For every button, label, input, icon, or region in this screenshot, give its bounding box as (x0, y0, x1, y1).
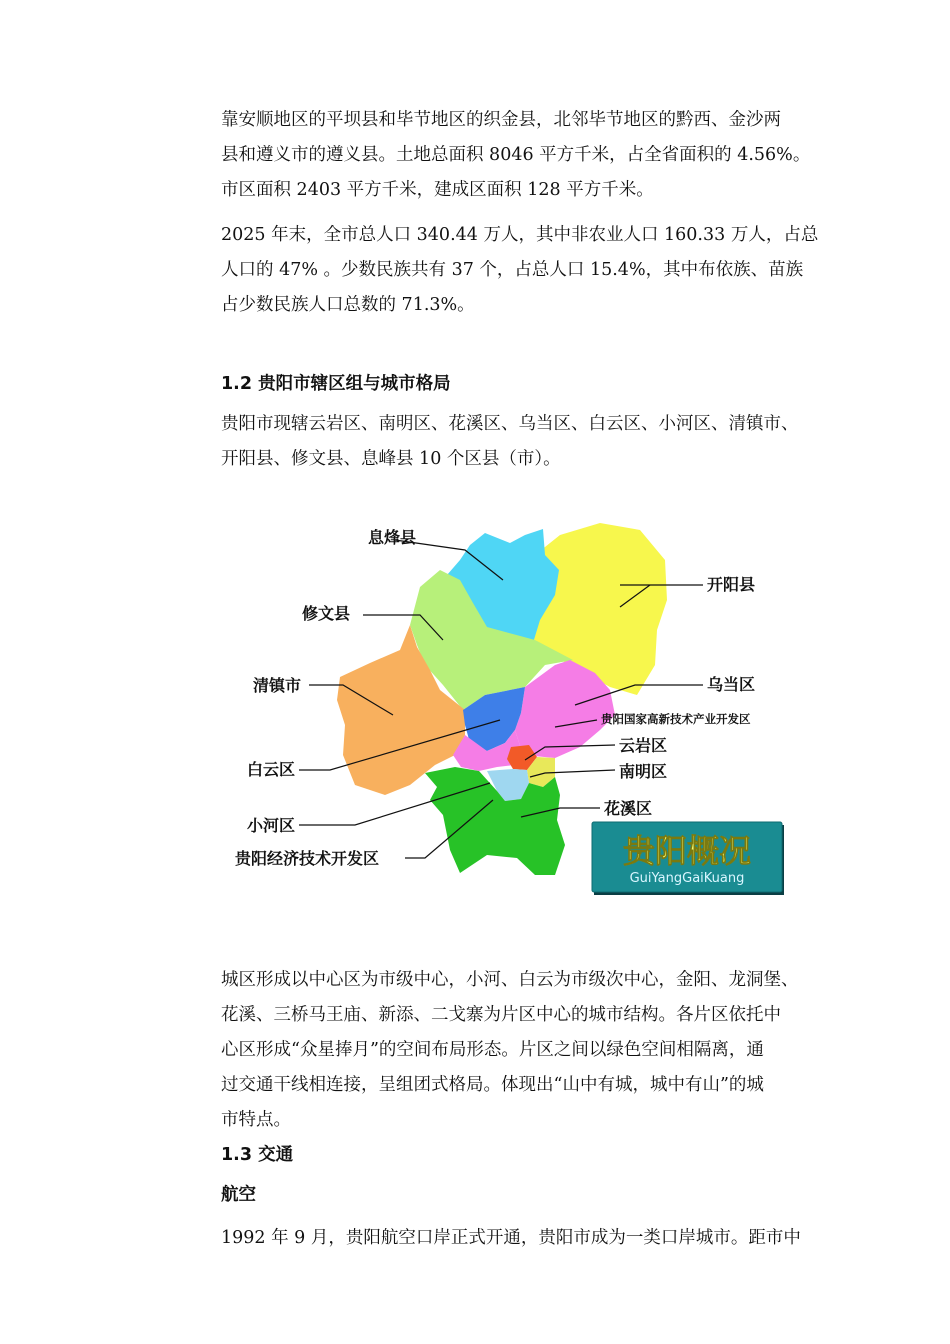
map-label-yunyan: 云岩区 (619, 736, 668, 755)
guiyang-overview-badge (592, 822, 784, 895)
text-line: 1992 年 9 月，贵阳航空口岸正式开通，贵阳市成为一类口岸城市。距市中 (221, 1228, 801, 1248)
map-label-wudang: 乌当区 (707, 675, 756, 694)
text-line: 市区面积 2403 平方千米，建成区面积 128 平方千米。 (221, 180, 654, 200)
map-label-xifeng: 息烽县 (368, 528, 417, 547)
city-structure-paragraph (221, 963, 861, 1138)
map-label-baiyun: 白云区 (247, 760, 296, 779)
text-line: 心区形成“众星捧月”的空间布局形态。片区之间以绿色空间相隔离，通 (221, 1040, 764, 1060)
districts-paragraph (221, 407, 861, 477)
aviation-paragraph (221, 1221, 861, 1256)
text-line: 城区形成以中心区为市级中心，小河、白云为市级次中心，金阳、龙洞堡、 (221, 970, 799, 990)
district-map (225, 515, 795, 915)
map-label-qingzhen: 清镇市 (253, 676, 302, 695)
text-line: 人口的 47% 。少数民族共有 37 个，占总人口 15.4%，其中布依族、苗族 (221, 260, 804, 280)
badge-subtitle: GuiYangGaiKuang (629, 871, 745, 886)
text-line: 过交通干线相连接，呈组团式格局。体现出“山中有城，城中有山”的城 (221, 1075, 764, 1095)
map-label-nanming: 南明区 (619, 762, 668, 781)
subheading-aviation: 航空 (221, 1185, 256, 1205)
text-line: 贵阳市现辖云岩区、南明区、花溪区、乌当区、白云区、小河区、清镇市、 (221, 414, 799, 434)
map-label-hightech: 贵阳国家高新技术产业开发区 (601, 712, 751, 726)
map-label-econdev: 贵阳经济技术开发区 (235, 849, 380, 868)
text-line: 2025 年末，全市总人口 340.44 万人，其中非农业人口 160.33 万人，占总 (221, 225, 819, 245)
section-heading-1-3: 1.3 交通 (221, 1145, 294, 1165)
map-label-xiaohe: 小河区 (247, 816, 296, 835)
badge-title: 贵阳概况 (622, 832, 752, 870)
map-label-kaiyang: 开阳县 (707, 575, 756, 594)
map-label-huaxi: 花溪区 (604, 799, 653, 818)
text-line: 市特点。 (221, 1110, 291, 1130)
section-heading-1-2: 1.2 贵阳市辖区组与城市格局 (221, 374, 451, 394)
text-line: 开阳县、修文县、息峰县 10 个区县（市）。 (221, 449, 561, 469)
population-paragraph (221, 218, 861, 323)
map-label-xiuwen: 修文县 (302, 604, 351, 623)
intro-paragraph (221, 103, 861, 208)
text-line: 花溪、三桥马王庙、新添、二戈寨为片区中心的城市结构。各片区依托中 (221, 1005, 781, 1025)
text-line: 靠安顺地区的平坝县和毕节地区的织金县，北邻毕节地区的黔西、金沙两 (221, 110, 781, 130)
text-line: 占少数民族人口总数的 71.3%。 (221, 295, 475, 315)
text-line: 县和遵义市的遵义县。土地总面积 8046 平方千米，占全省面积的 4.56%。 (221, 145, 811, 165)
